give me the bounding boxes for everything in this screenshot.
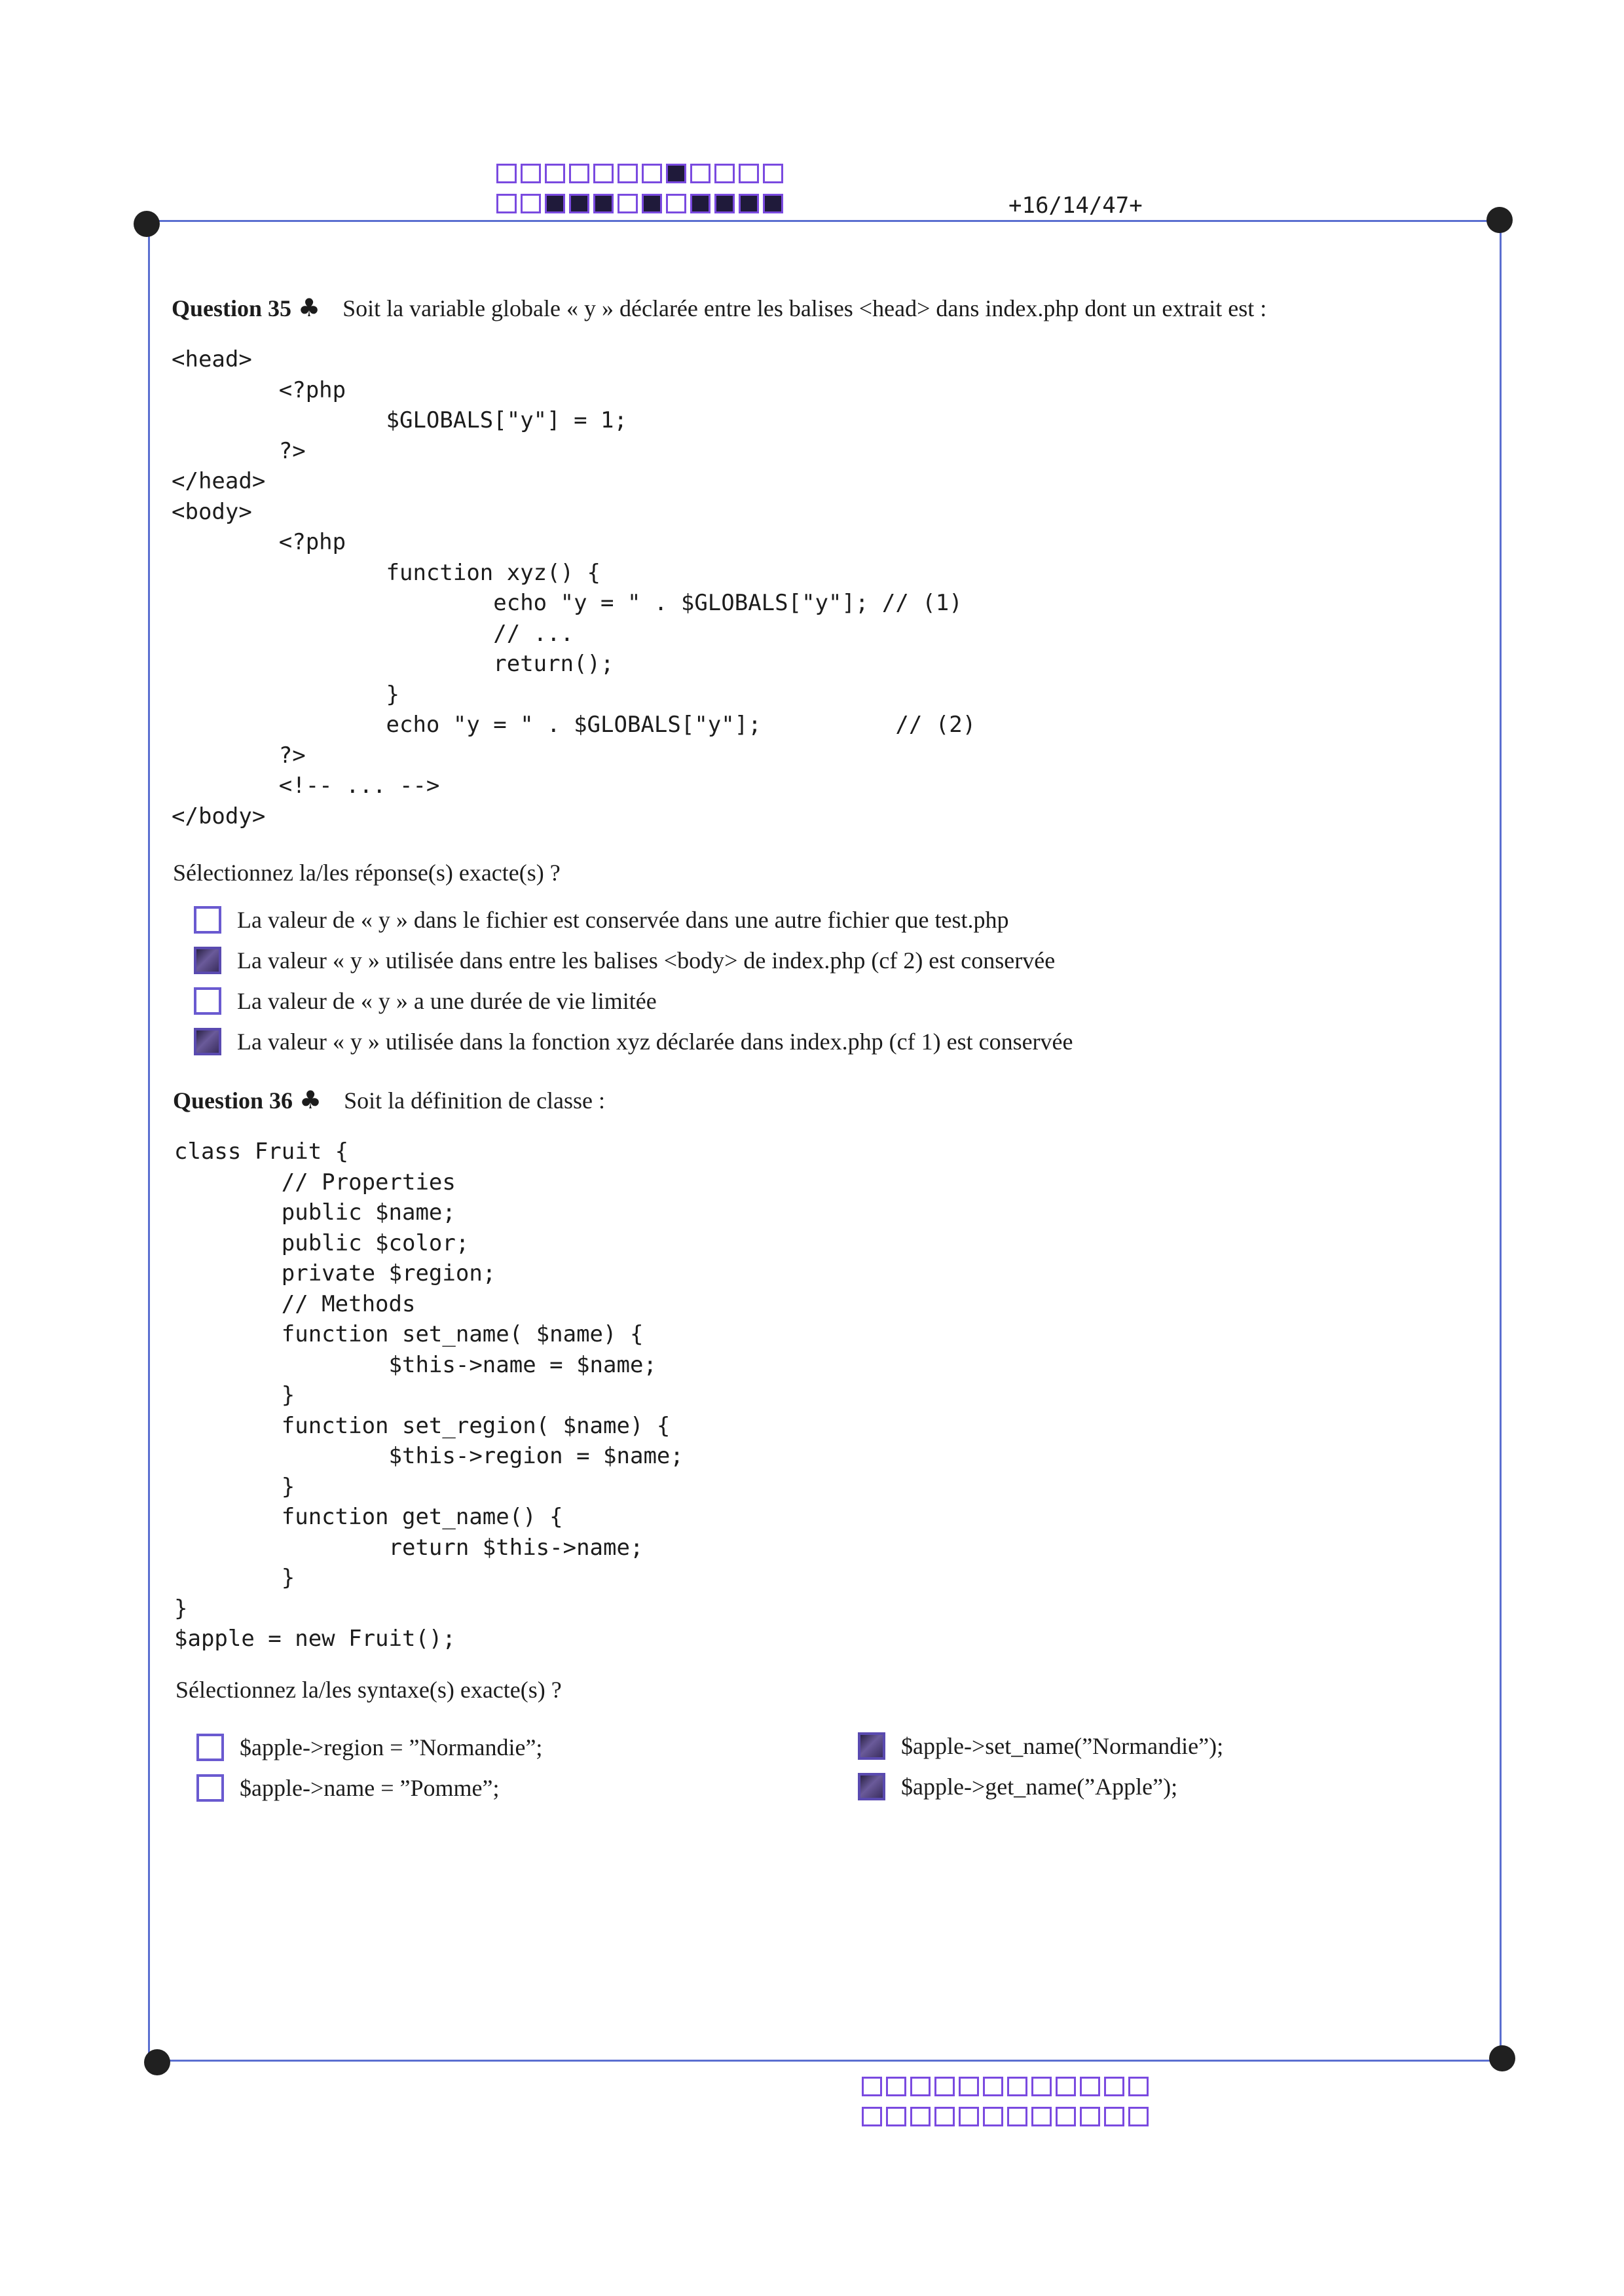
frame-top xyxy=(145,220,1504,222)
answer-checkbox[interactable] xyxy=(196,1774,224,1802)
question-35-prompt: Sélectionnez la/les réponse(s) exacte(s) ? xyxy=(173,860,561,886)
question-36-statement: Soit la définition de classe : xyxy=(344,1087,606,1114)
answer-label: $apple->get_name(”Apple”); xyxy=(901,1774,1178,1800)
bottom-code-strip-2 xyxy=(862,2107,1153,2126)
answer-label: La valeur « y » utilisée dans la fonction xyz déclarée dans index.php (cf 1) est conservée xyxy=(237,1029,1073,1055)
frame-right xyxy=(1500,220,1502,2060)
question-35-statement: Soit la variable globale « y » déclarée entre les balises <head> dans index.php dont un extrait est : xyxy=(342,295,1267,321)
answer-checkbox-checked[interactable] xyxy=(194,1028,221,1055)
corner-mark-bottom-right xyxy=(1489,2045,1515,2071)
question-36-code: class Fruit { // Properties public $name; public $color; private $region; // Methods function set_name( $name) { $this->name = $name; } function set_region( $name) { $this->region = $name; } function get_name() { return $this->name; } } $apple = new Fruit(); xyxy=(174,1139,684,1652)
club-icon: ♣ xyxy=(299,1085,322,1114)
question-35-answer-2[interactable] xyxy=(194,947,1055,974)
question-35-header xyxy=(172,293,1266,322)
page-id: +16/14/47+ xyxy=(1008,192,1143,219)
question-36-answer-4[interactable] xyxy=(858,1773,1177,1800)
question-35-answer-3[interactable] xyxy=(194,987,657,1015)
answer-label: $apple->region = ”Normandie”; xyxy=(240,1734,543,1760)
question-35-answer-1[interactable] xyxy=(194,906,1009,934)
question-36-answer-3[interactable] xyxy=(858,1732,1223,1760)
question-36-answer-2[interactable] xyxy=(196,1774,499,1802)
answer-checkbox[interactable] xyxy=(194,906,221,934)
top-code-strip-1 xyxy=(496,164,787,183)
frame-bottom xyxy=(157,2060,1501,2062)
answer-checkbox[interactable] xyxy=(194,987,221,1015)
corner-mark-top-left xyxy=(134,211,160,237)
corner-mark-bottom-left xyxy=(144,2049,170,2075)
answer-label: $apple->name = ”Pomme”; xyxy=(240,1775,500,1801)
club-icon: ♣ xyxy=(298,293,321,322)
question-35-number: Question 35 xyxy=(172,295,292,321)
answer-checkbox-checked[interactable] xyxy=(858,1773,885,1800)
corner-mark-top-right xyxy=(1486,207,1513,233)
question-36-prompt: Sélectionnez la/les syntaxe(s) exacte(s) ? xyxy=(175,1677,562,1703)
bottom-code-strip-1 xyxy=(862,2077,1153,2096)
answer-checkbox-checked[interactable] xyxy=(194,947,221,974)
answer-label: La valeur de « y » a une durée de vie limitée xyxy=(237,988,657,1014)
question-36-number: Question 36 xyxy=(173,1087,293,1114)
answer-checkbox-checked[interactable] xyxy=(858,1732,885,1760)
answer-label: $apple->set_name(”Normandie”); xyxy=(901,1733,1224,1759)
question-35-answer-4[interactable] xyxy=(194,1028,1073,1055)
answer-checkbox[interactable] xyxy=(196,1734,224,1761)
frame-left xyxy=(148,220,150,2060)
top-code-strip-2 xyxy=(496,194,787,213)
question-35-code: <head> <?php $GLOBALS["y"] = 1; ?> </head> <body> <?php function xyz() { echo "y = " . $GLOBALS["y"]; // (1) // ... return(); } echo "y = " . $GLOBALS["y"]; // (2) ?> <!-- ... --> </body> xyxy=(172,346,976,829)
answer-label: La valeur « y » utilisée dans entre les balises <body> de index.php (cf 2) est conservée xyxy=(237,947,1056,974)
question-36-answer-1[interactable] xyxy=(196,1734,542,1761)
answer-label: La valeur de « y » dans le fichier est conservée dans une autre fichier que test.php xyxy=(237,907,1009,933)
question-36-header xyxy=(173,1085,605,1114)
